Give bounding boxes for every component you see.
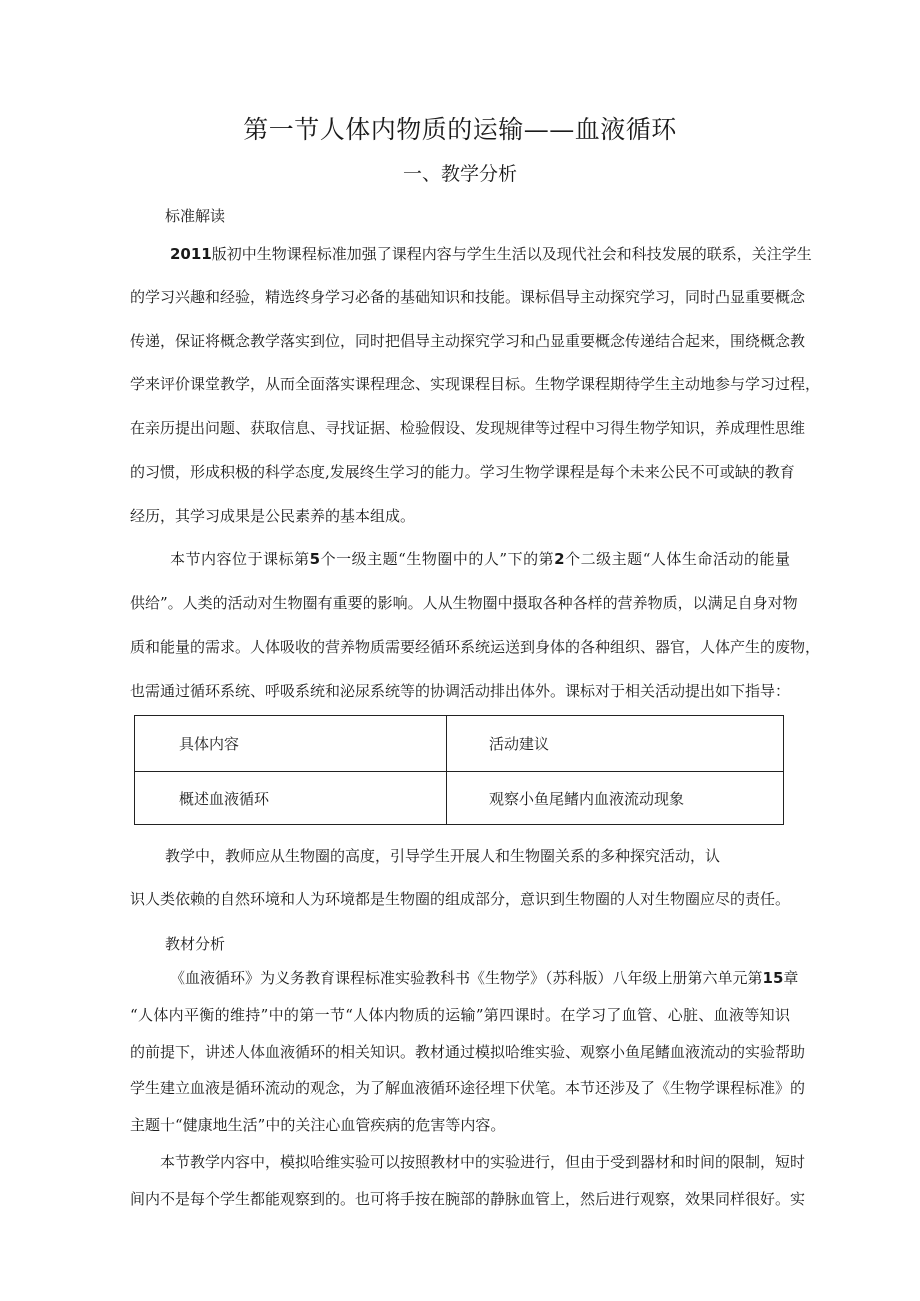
paragraph-line: 学来评价课堂教学，从而全面落实课程理念、实现课程目标。生物学课程期待学生主动地参与学习过程， xyxy=(130,375,821,393)
paragraph-line: 在亲历提出问题、获取信息、寻找证据、检验假设、发现规律等过程中习得生物学知识，养成理性思维 xyxy=(130,419,806,437)
paragraph-line: 识人类依赖的自然环境和人为环境都是生物圈的组成部分，意识到生物圈的人对生物圈应尽的责任。 xyxy=(130,890,791,908)
paragraph-line: 传递，保证将概念教学落实到位，同时把倡导主动探究学习和凸显重要概念传递结合起来，围绕概念教 xyxy=(130,332,806,350)
table-divider xyxy=(135,771,783,772)
topic-number: 2 xyxy=(554,550,565,568)
table-divider xyxy=(446,716,447,824)
paragraph-line: 《血液循环》为义务教育课程标准实验教科书《生物学》（苏科版）八年级上册第六单元第15章 xyxy=(170,969,799,987)
paragraph-line: 2011版初中生物课程标准加强了课程内容与学生生活以及现代社会和科技发展的联系，关注学生 xyxy=(170,245,812,263)
topic-number: 5 xyxy=(309,550,321,568)
paragraph-line: 的学习兴趣和经验，精选终身学习必备的基础知识和技能。课标倡导主动探究学习，同时凸显重要概念 xyxy=(130,288,806,306)
subheading-standard-reading: 标准解读 xyxy=(165,207,226,225)
paragraph-line: “人体内平衡的维持”中的第一节“人体内物质的运输”第四课时。在学习了血管、心脏、血液等知识 xyxy=(130,1006,790,1024)
table-header-content: 具体内容 xyxy=(179,735,240,753)
paragraph-line: 也需通过循环系统、呼吸系统和泌尿系统等的协调活动排出体外。课标对于相关活动提出如下指导： xyxy=(130,682,791,700)
subheading-textbook-analysis: 教材分析 xyxy=(165,935,226,953)
paragraph-line: 教学中，教师应从生物圈的高度，引导学生开展人和生物圈关系的多种探究活动，认 xyxy=(165,847,721,865)
paragraph-line: 本节内容位于课标第5个一级主题“生物圈中的人”下的第2个二级主题“人体生命活动的能量 xyxy=(170,550,790,568)
paragraph-line: 供给”。人类的活动对生物圈有重要的影响。人从生物圈中摄取各种各样的营养物质，以满足自身对物 xyxy=(130,594,798,612)
table-header-activity: 活动建议 xyxy=(489,735,550,753)
table-cell: 观察小鱼尾鳍内血液流动现象 xyxy=(489,790,685,808)
paragraph-line: 间内不是每个学生都能观察到的。也可将手按在腕部的静脉血管上，然后进行观察，效果同样很好。实 xyxy=(130,1190,806,1208)
paragraph-line: 的前提下，讲述人体血液循环的相关知识。教材通过模拟哈维实验、观察小鱼尾鳍血液流动的实验帮助 xyxy=(130,1043,806,1061)
table-cell: 概述血液循环 xyxy=(179,790,270,808)
paragraph-line: 质和能量的需求。人体吸收的营养物质需要经循环系统运送到身体的各种组织、器官，人体产生的废物， xyxy=(130,638,821,656)
paragraph-line: 本节教学内容中，模拟哈维实验可以按照教材中的实验进行，但由于受到器材和时间的限制，短时 xyxy=(160,1153,806,1171)
chapter-number: 15 xyxy=(762,969,784,987)
section-heading: 一、教学分析 xyxy=(402,163,517,185)
guidance-table xyxy=(134,715,784,825)
paragraph-line: 学生建立血液是循环流动的观念，为了解血液循环途径埋下伏笔。本节还涉及了《生物学课程标准》的 xyxy=(130,1079,806,1097)
paragraph-line: 经历，其学习成果是公民素养的基本组成。 xyxy=(130,507,416,525)
page-title: 第一节人体内物质的运输——血液循环 xyxy=(243,115,677,144)
paragraph-line: 主题十“健康地生活”中的关注心血管疾病的危害等内容。 xyxy=(130,1116,506,1134)
paragraph-line: 的习惯，形成积极的科学态度,发展终生学习的能力。学习生物学课程是每个未来公民不可或缺的教育 xyxy=(130,463,795,481)
year-number: 2011 xyxy=(170,245,212,263)
